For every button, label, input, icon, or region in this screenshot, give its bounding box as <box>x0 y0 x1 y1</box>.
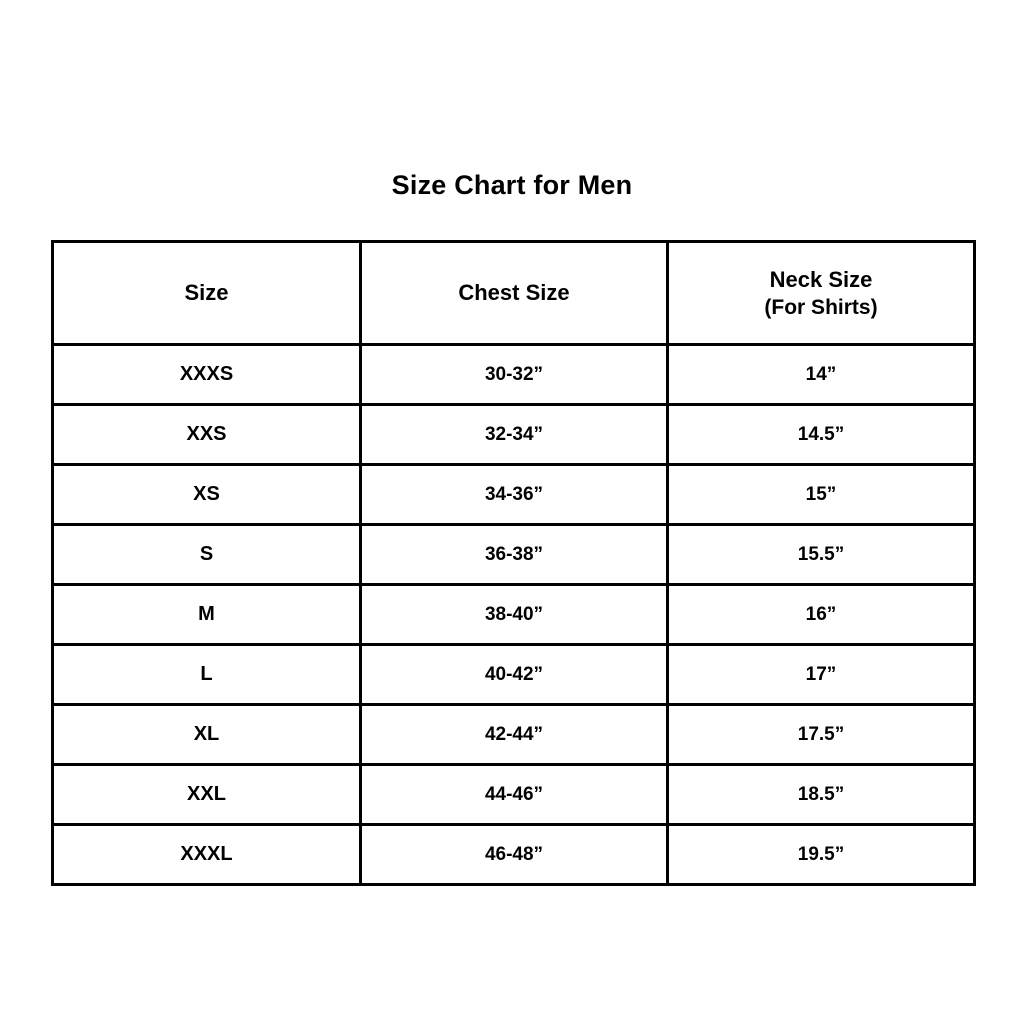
table-row <box>53 525 975 585</box>
column-header-neck-size-label: Neck Size <box>769 266 873 292</box>
table-row <box>53 765 975 825</box>
cell-neck: 19.5” <box>668 825 975 885</box>
table-body <box>53 345 975 885</box>
cell-size: L <box>53 645 361 705</box>
cell-neck: 15.5” <box>668 525 975 585</box>
cell-size: XXS <box>53 405 361 465</box>
cell-chest: 38-40” <box>361 585 668 645</box>
cell-chest: 34-36” <box>361 465 668 525</box>
table-row <box>53 645 975 705</box>
size-chart-table <box>51 240 976 886</box>
cell-size: XXL <box>53 765 361 825</box>
column-header-neck-size <box>668 242 975 345</box>
cell-neck: 14” <box>668 345 975 405</box>
cell-neck: 18.5” <box>668 765 975 825</box>
cell-size: XL <box>53 705 361 765</box>
cell-chest: 44-46” <box>361 765 668 825</box>
table-row <box>53 465 975 525</box>
column-header-size-label: Size <box>184 280 229 306</box>
table-header <box>53 242 975 345</box>
cell-chest: 46-48” <box>361 825 668 885</box>
page-title: Size Chart for Men <box>391 170 633 200</box>
table-row <box>53 705 975 765</box>
cell-chest: 42-44” <box>361 705 668 765</box>
cell-neck: 15” <box>668 465 975 525</box>
column-header-neck-size-sublabel: (For Shirts) <box>764 295 878 319</box>
table-row <box>53 825 975 885</box>
table-header-row <box>53 242 975 345</box>
table-row <box>53 405 975 465</box>
cell-chest: 32-34” <box>361 405 668 465</box>
table-row <box>53 585 975 645</box>
cell-size: XXXL <box>53 825 361 885</box>
cell-size: M <box>53 585 361 645</box>
cell-chest: 40-42” <box>361 645 668 705</box>
column-header-chest-size-label: Chest Size <box>458 280 570 306</box>
cell-neck: 14.5” <box>668 405 975 465</box>
cell-size: XS <box>53 465 361 525</box>
cell-chest: 30-32” <box>361 345 668 405</box>
cell-size: S <box>53 525 361 585</box>
cell-size: XXXS <box>53 345 361 405</box>
cell-chest: 36-38” <box>361 525 668 585</box>
table-row <box>53 345 975 405</box>
cell-neck: 16” <box>668 585 975 645</box>
cell-neck: 17” <box>668 645 975 705</box>
column-header-size <box>53 242 361 345</box>
cell-neck: 17.5” <box>668 705 975 765</box>
column-header-chest-size <box>361 242 668 345</box>
size-chart-table-wrapper <box>51 240 973 886</box>
